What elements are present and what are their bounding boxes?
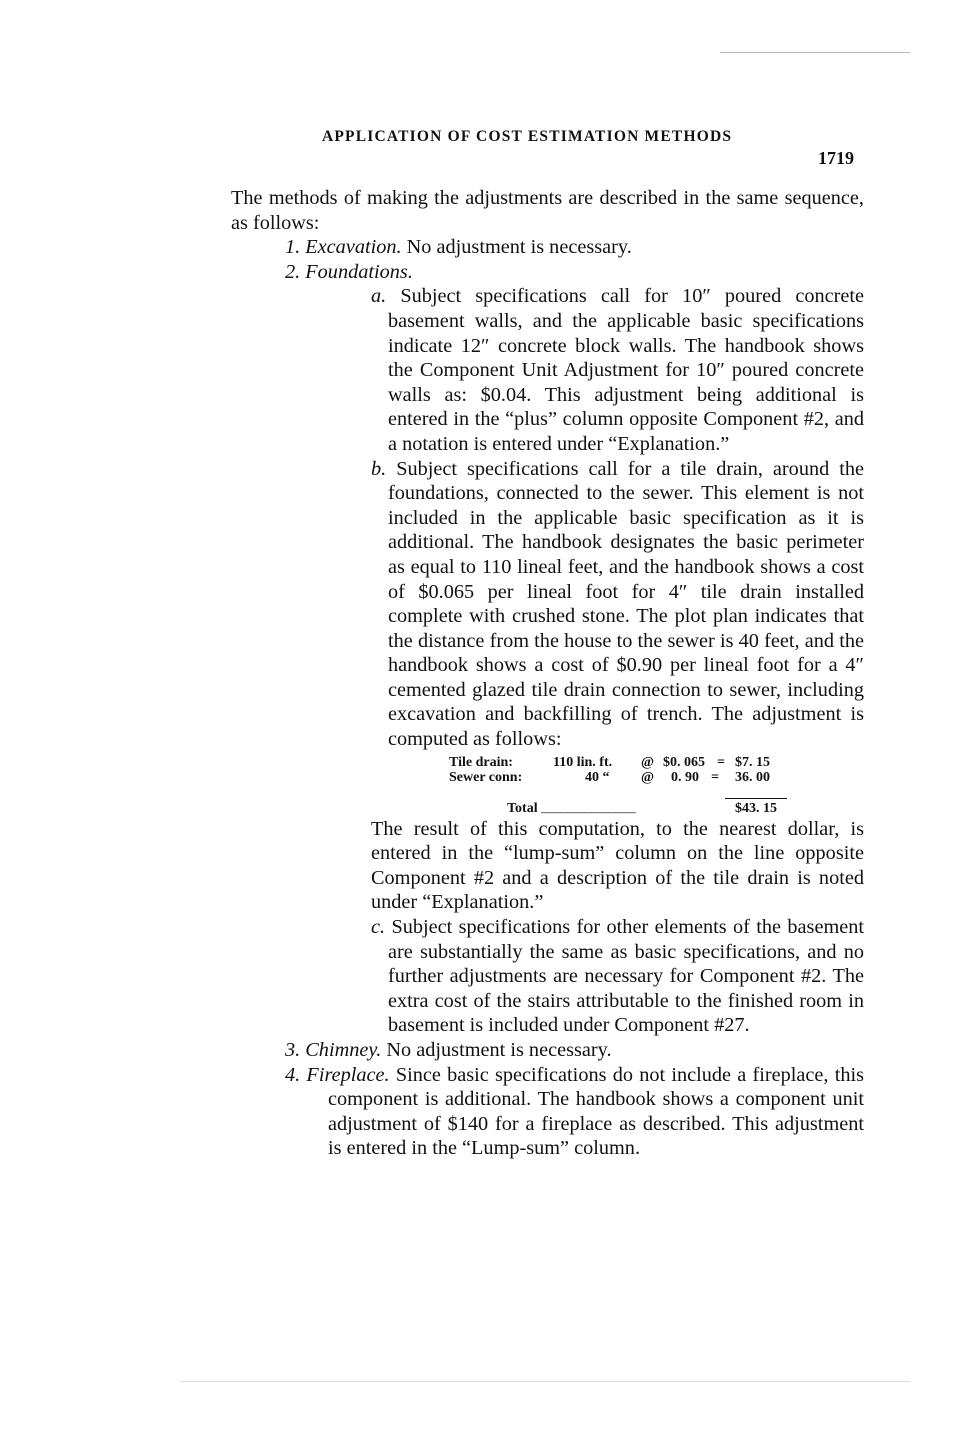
item-foundations	[285, 260, 864, 285]
subitem-b-continuation: The result of this computation, to the nearest dollar, is entered in the “lump-sum” column on the line opposite Component #2 and a description of the tile drain is noted under “Explanation.”	[371, 817, 864, 914]
calc-qty: 110 lin. ft.	[553, 754, 613, 770]
item-text: Since basic specifications do not include a fireplace, this component is additional. The handbook shows a component unit adjustment of $140 for a fireplace as described. This adjustment is entered in the “Lump-sum” column.	[328, 1063, 864, 1160]
item-label: 2. Foundations.	[285, 260, 413, 283]
calc-equals: =	[711, 769, 719, 785]
subitem-b	[371, 457, 864, 752]
subitem-c	[371, 915, 864, 1038]
scan-rule-top	[720, 52, 910, 53]
item-label: 4. Fireplace.	[285, 1063, 390, 1086]
subitem-label: a.	[371, 285, 387, 308]
calc-total-label: Total	[507, 800, 538, 816]
item-text: No adjustment is necessary.	[386, 1039, 612, 1061]
subitem-text: Subject specifications for other elements of the basement are substantially the same as basic specifications, and no further adjustments are necessary for Component #2. The extra cost of the stairs attributable to the finished room in basement is included under Component #27.	[388, 916, 865, 1037]
calc-amount: 36. 00	[735, 769, 770, 785]
calc-rate: $0. 065	[663, 754, 705, 770]
subitem-text: Subject specifications call for a tile drain, around the foundations, connected to the sewer. This element is not included in the applicable basic specification as it is additional. The handbook designates the basic perimeter as equal to 110 lineal feet, and the handbook shows a cost of $0.065 per lineal foot for 4″ tile drain installed complete with crushed stone. The plot plan indicates that the distance from the house to the sewer is 40 feet, and the handbook shows a cost of $0.90 per lineal foot for a 4″ cemented glazed tile drain connection to sewer, including excavation and backfilling of trench. The adjustment is computed as follows:	[388, 457, 864, 751]
intro-paragraph: The methods of making the adjustments are described in the same sequence, as follows:	[231, 187, 864, 234]
calc-row-tile-drain	[449, 756, 789, 771]
subitem-a	[371, 284, 864, 456]
page-number: 1719	[818, 148, 854, 168]
calc-qty: 40 “	[585, 769, 610, 785]
calc-total-leader: _ _ _ _ _ _ _ _ _ _ _ _ _ _ _ _ _ _ _ _	[541, 803, 635, 814]
calc-rate: 0. 90	[671, 769, 699, 785]
item-label: 3. Chimney.	[285, 1039, 382, 1061]
calc-label: Tile drain:	[449, 754, 513, 770]
subitem-label: c.	[371, 916, 386, 939]
body-text	[231, 186, 864, 1161]
running-head: APPLICATION OF COST ESTIMATION METHODS	[322, 128, 733, 145]
calc-total-amount: $43. 15	[735, 800, 777, 816]
subitem-label: b.	[371, 457, 387, 480]
item-fireplace	[285, 1063, 864, 1161]
calc-equals: =	[717, 754, 725, 770]
total-rule	[725, 798, 787, 799]
calc-row-sewer-conn	[449, 771, 789, 786]
calc-amount: $7. 15	[735, 754, 770, 770]
subitem-text: Subject specifications call for 10″ poured concrete basement walls, and the applicable basic specifications indicate 12″ concrete block walls. The handbook shows the Component Unit Adjustment for 10″ poured concrete walls as: $0.04. This adjustment being additional is entered in the “plus” column opposite Component #2, and a notation is entered under “Explanation.”	[388, 285, 864, 455]
calc-label: Sewer conn:	[449, 769, 523, 785]
item-text: No adjustment is necessary.	[406, 236, 632, 259]
calc-row-total	[449, 802, 789, 817]
scan-rule-bottom	[180, 1381, 910, 1382]
item-chimney	[285, 1038, 864, 1063]
calc-at: @	[641, 754, 655, 770]
item-label: 1. Excavation.	[285, 236, 402, 259]
calc-at: @	[641, 769, 655, 785]
cost-computation	[449, 756, 789, 817]
item-excavation	[285, 235, 864, 260]
